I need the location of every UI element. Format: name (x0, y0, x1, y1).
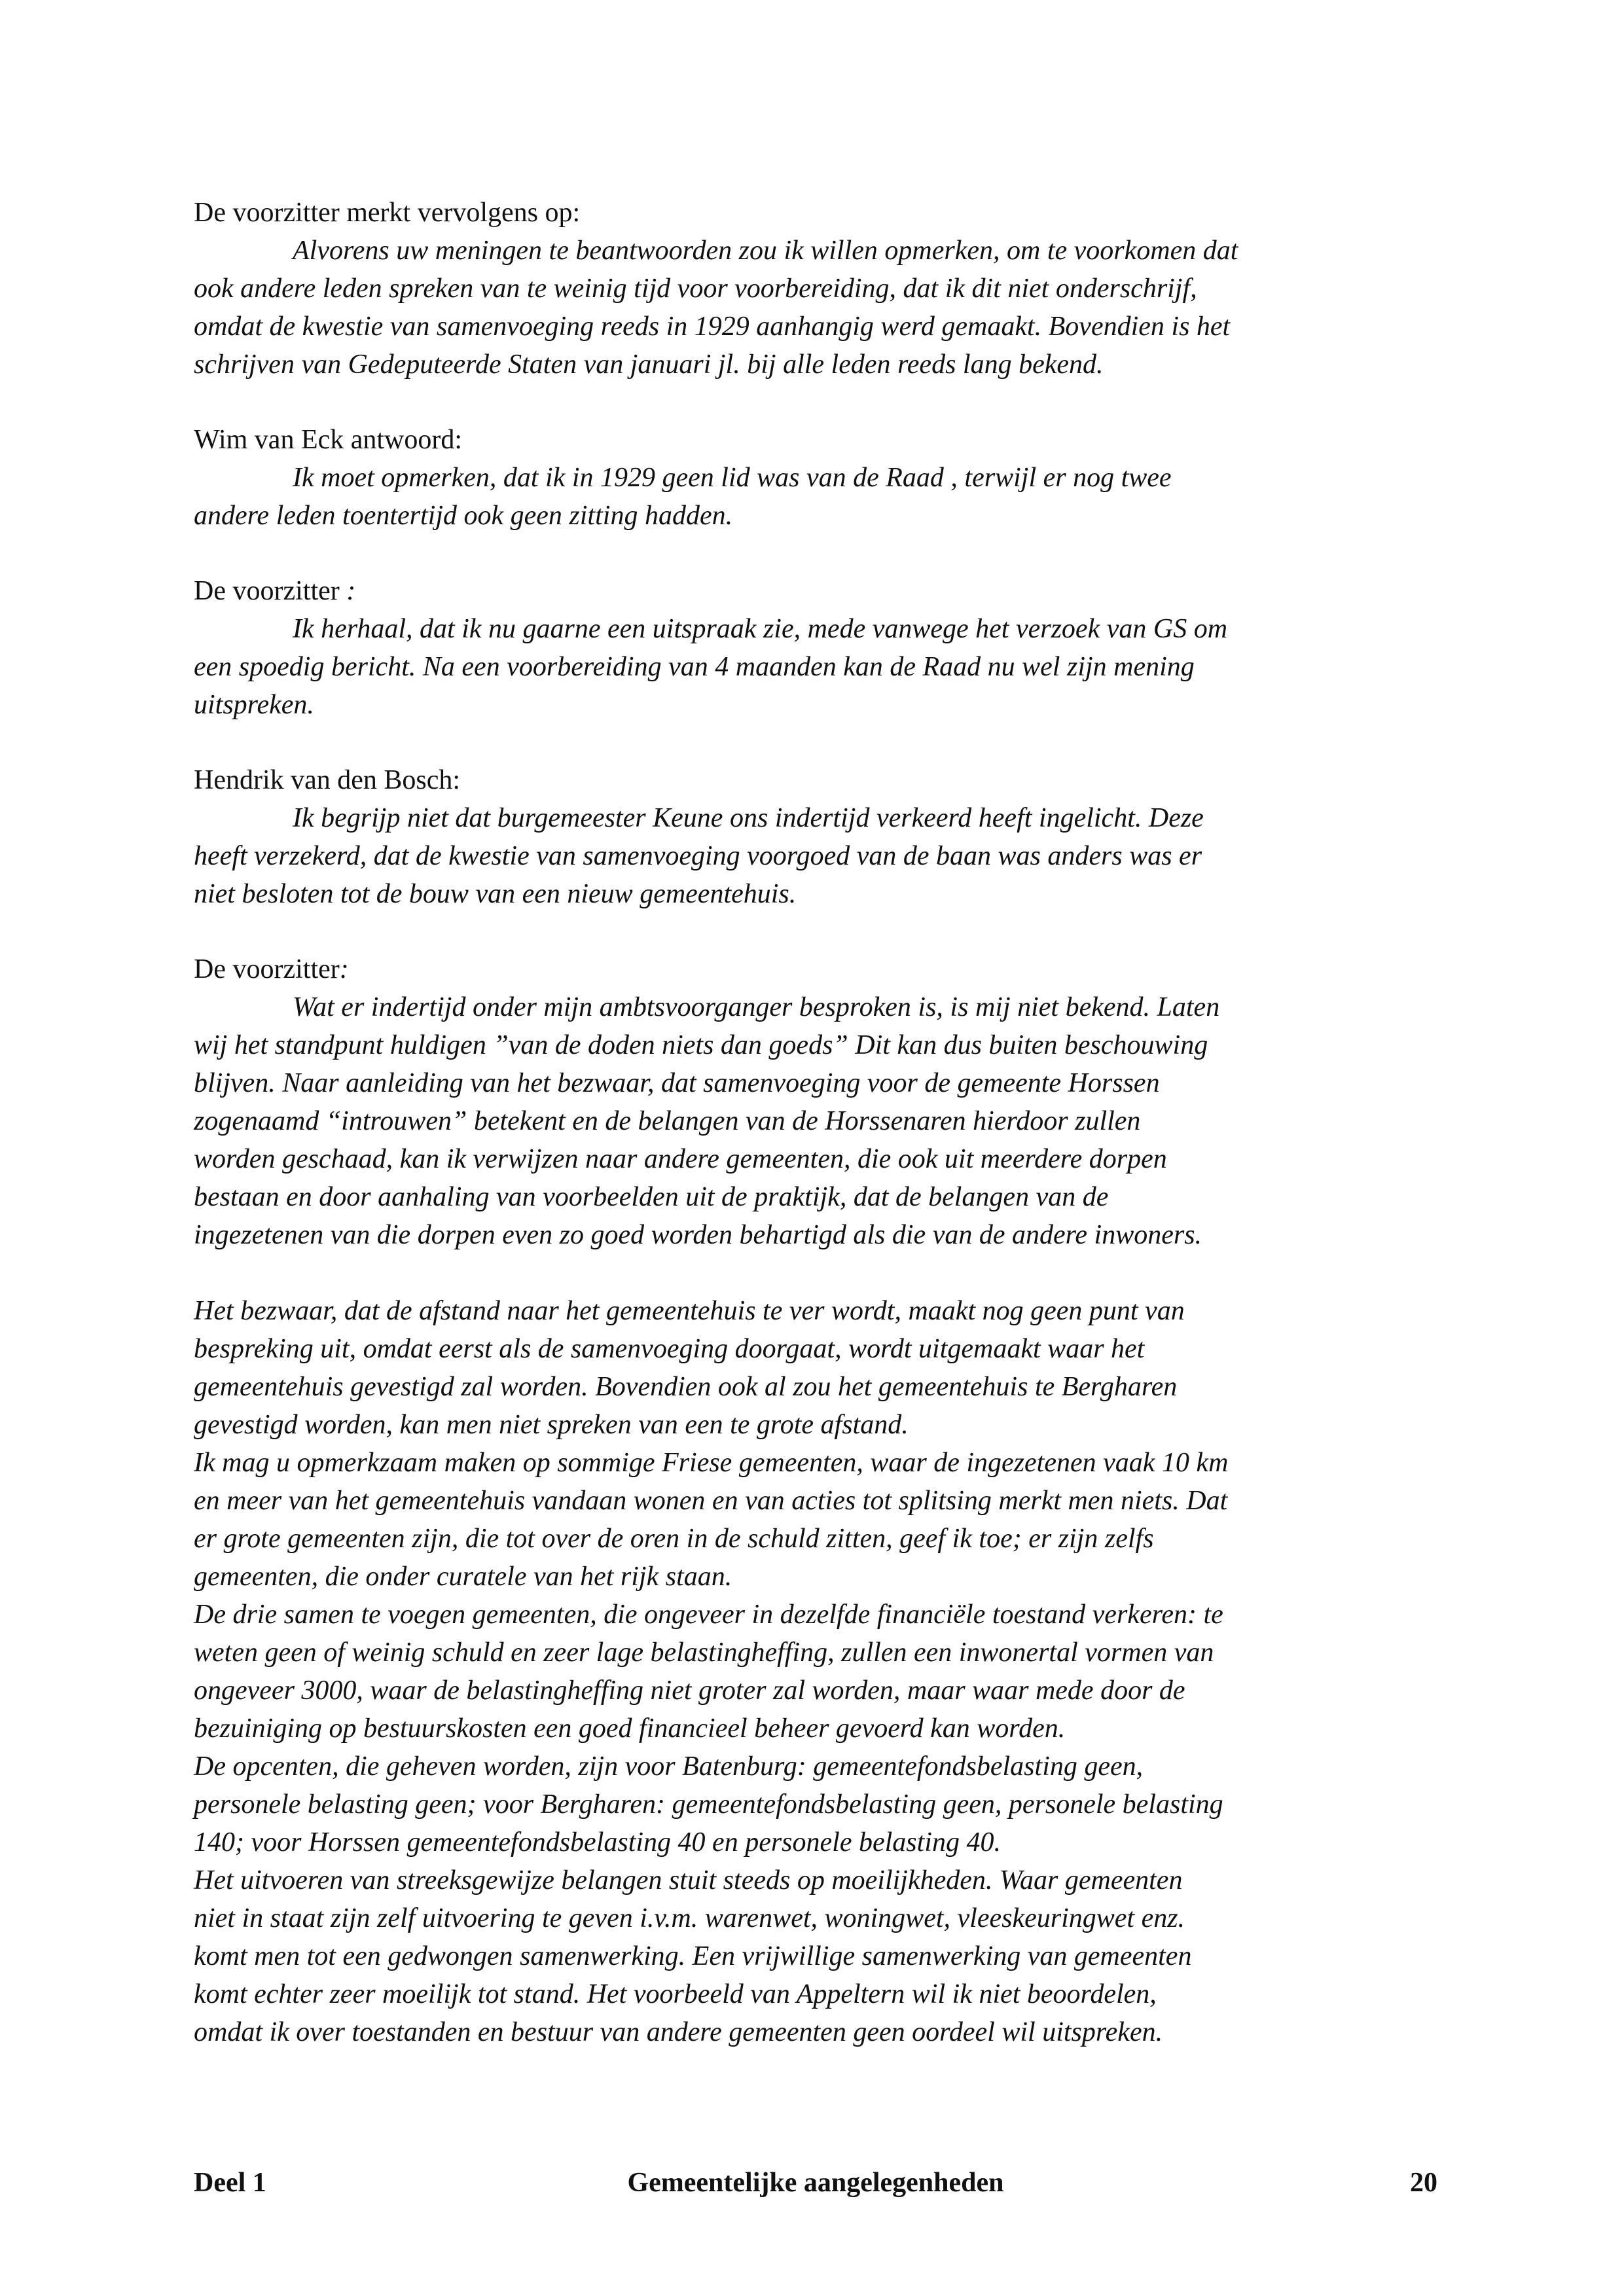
speaker-name: De voorzitter (194, 954, 340, 984)
paragraph-line: omdat ik over toestanden en bestuur van andere gemeenten geen oordeel wil uitspreken. (194, 2017, 1163, 2047)
page-footer (194, 2164, 1437, 2202)
paragraph-line: niet besloten tot de bouw van een nieuw gemeentehuis. (194, 879, 797, 909)
paragraph-line: niet in staat zijn zelf uitvoering te geven i.v.m. warenwet, woningwet, vleeskeuringwet enz. (194, 1903, 1185, 1933)
paragraph-line: schrijven van Gedeputeerde Staten van januari jl. bij alle leden reeds lang bekend. (194, 350, 1104, 380)
paragraph-line: gemeentehuis gevestigd zal worden. Bovendien ook al zou het gemeentehuis te Bergharen (194, 1372, 1178, 1402)
footer-section-title: Gemeentelijke aangelegenheden (627, 2168, 1004, 2198)
footer-part-label: Deel 1 (194, 2168, 266, 2198)
paragraph-line: Wat er indertijd onder mijn ambtsvoorganger besproken is, is mij niet bekend. Laten (293, 992, 1220, 1022)
paragraph-line: ook andere leden spreken van te weinig tijd voor voorbereiding, dat ik dit niet onderschrijf, (194, 274, 1197, 304)
speaker-name: Hendrik van den Bosch: (194, 765, 461, 795)
paragraph-line: De drie samen te voegen gemeenten, die ongeveer in dezelfde financiële toestand verkeren: te (194, 1600, 1223, 1630)
paragraph-line: bestaan en door aanhaling van voorbeelden uit de praktijk, dat de belangen van de (194, 1182, 1109, 1212)
paragraph-line: komt men tot een gedwongen samenwerking. Een vrijwillige samenwerking van gemeenten (194, 1941, 1192, 1971)
paragraph-line: Ik begrijp niet dat burgemeester Keune ons indertijd verkeerd heeft ingelicht. Deze (293, 803, 1204, 833)
paragraph-line: Ik moet opmerken, dat ik in 1929 geen lid was van de Raad , terwijl er nog twee (293, 463, 1172, 493)
speaker-label (194, 194, 1437, 232)
paragraph-line: blijven. Naar aanleiding van het bezwaar, dat samenvoeging voor de gemeente Horssen (194, 1068, 1160, 1098)
paragraph-line: Ik herhaal, dat ik nu gaarne een uitspraak zie, mede vanwege het verzoek van GS om (293, 614, 1228, 644)
paragraph-line: zogenaamd “introuwen” betekent en de belangen van de Horssenaren hierdoor zullen (194, 1106, 1141, 1136)
paragraph-line: worden geschaad, kan ik verwijzen naar andere gemeenten, die ook uit meerdere dorpen (194, 1144, 1167, 1174)
paragraph-line: bezuiniging op bestuurskosten een goed financieel beheer gevoerd kan worden. (194, 1713, 1066, 1744)
paragraph-line: De opcenten, die geheven worden, zijn voor Batenburg: gemeentefondsbelasting geen, (194, 1751, 1144, 1782)
speaker-name: Wim van Eck antwoord: (194, 425, 463, 455)
paragraph-gap (194, 1254, 1437, 1292)
paragraph-line: een spoedig bericht. Na een voorbereiding van 4 maanden kan de Raad nu wel zijn mening (194, 652, 1195, 682)
speech-block (194, 194, 1437, 384)
paragraph-line: wij het standpunt huldigen ”van de doden niets dan goeds” Dit kan dus buiten beschouwing (194, 1030, 1208, 1060)
speaker-name: De voorzitter (194, 576, 347, 606)
speaker-suffix: : (346, 576, 356, 606)
paragraph-line: ongeveer 3000, waar de belastingheffing niet groter zal worden, maar waar mede door de (194, 1676, 1185, 1706)
paragraph-line: er grote gemeenten zijn, die tot over de oren in de schuld zitten, geef ik toe; er zijn zelfs (194, 1524, 1154, 1554)
paragraph-line: andere leden toentertijd ook geen zitting hadden. (194, 501, 733, 531)
document-body (194, 194, 1437, 2089)
paragraph-line: 140; voor Horssen gemeentefondsbelasting 40 en personele belasting 40. (194, 1827, 1001, 1857)
speaker-label (194, 761, 1437, 799)
paragraph-line: weten geen of weinig schuld en zeer lage belastingheffing, zullen een inwonertal vormen van (194, 1638, 1214, 1668)
paragraph-line: gemeenten, die onder curatele van het rijk staan. (194, 1562, 732, 1592)
paragraph-line: Het uitvoeren van streeksgewijze belangen stuit steeds op moeilijkheden. Waar gemeenten (194, 1865, 1183, 1895)
speech-block (194, 572, 1437, 724)
speech-block (194, 421, 1437, 535)
paragraph-line: Alvorens uw meningen te beantwoorden zou ik willen opmerken, om te voorkomen dat (293, 236, 1238, 266)
paragraph-line: ingezetenen van die dorpen even zo goed worden behartigd als die van de andere inwoners. (194, 1220, 1202, 1250)
paragraph-line: Ik mag u opmerkzaam maken op sommige Friese gemeenten, waar de ingezetenen vaak 10 km (194, 1448, 1229, 1478)
paragraph-line: komt echter zeer moeilijk tot stand. Het voorbeeld van Appeltern wil ik niet beoordelen, (194, 1979, 1157, 2009)
speaker-name: De voorzitter merkt vervolgens op: (194, 198, 581, 228)
paragraph-line: heeft verzekerd, dat de kwestie van samenvoeging voorgoed van de baan was anders was er (194, 841, 1202, 871)
speech-block (194, 950, 1437, 2051)
paragraph-line: bespreking uit, omdat eerst als de samenvoeging doorgaat, wordt uitgemaakt waar het (194, 1334, 1145, 1364)
paragraph-line: Het bezwaar, dat de afstand naar het gemeentehuis te ver wordt, maakt nog geen punt van (194, 1296, 1185, 1326)
footer-page-number: 20 (1410, 2168, 1437, 2198)
paragraph-line: en meer van het gemeentehuis vandaan wonen en van acties tot splitsing merkt men niets. Dat (194, 1486, 1228, 1516)
paragraph-line: gevestigd worden, kan men niet spreken van een te grote afstand. (194, 1410, 909, 1440)
paragraph-line: omdat de kwestie van samenvoeging reeds in 1929 aanhangig werd gemaakt. Bovendien is het (194, 312, 1231, 342)
speech-block (194, 761, 1437, 913)
speaker-label (194, 572, 1437, 610)
speaker-suffix: : (339, 954, 349, 984)
speaker-label (194, 950, 1437, 988)
paragraph-line: uitspreken. (194, 690, 314, 720)
speaker-label (194, 421, 1437, 459)
paragraph-line: personele belasting geen; voor Bergharen: gemeentefondsbelasting geen, personele belasting (194, 1789, 1223, 1820)
